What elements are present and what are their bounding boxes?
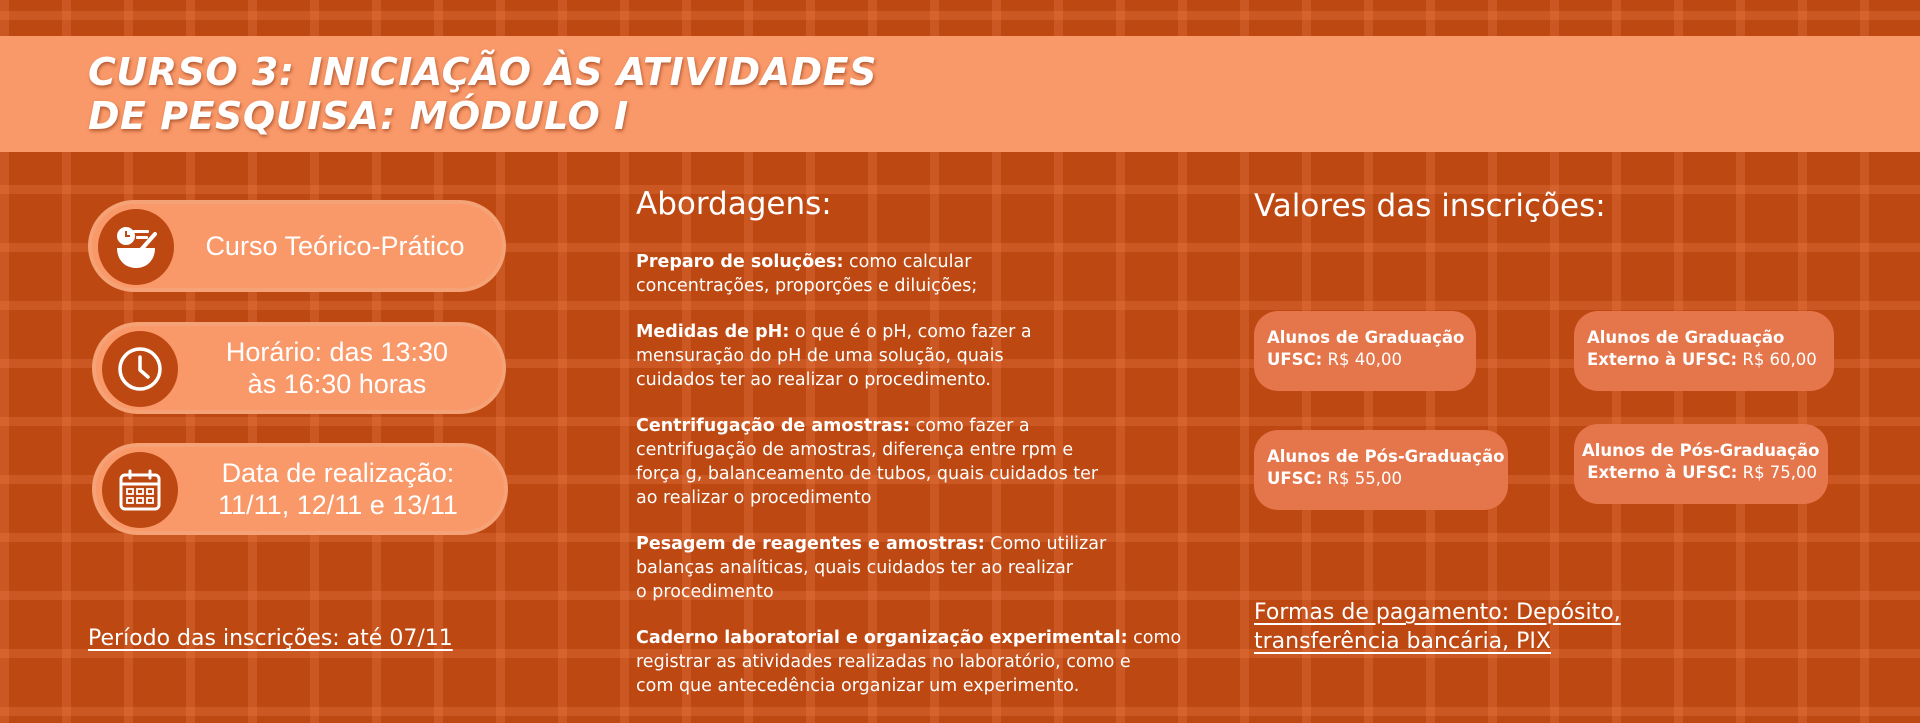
approach-text: Como utilizar [984, 534, 1107, 554]
approach-text: balanças analíticas, quais cuidados ter ao realizar [636, 558, 1073, 578]
approach-title: Pesagem de reagentes e amostras: [636, 534, 985, 554]
fee-category: Alunos de Pós-Graduação [1582, 441, 1820, 460]
date-line-1: Data de realização: [221, 458, 455, 488]
payment-line-2: transferência bancária, PIX [1254, 629, 1551, 654]
approach-title: Preparo de soluções: [636, 252, 844, 272]
approach-item [636, 532, 1176, 604]
fee-category: Alunos de Graduação [1587, 328, 1785, 347]
date-label [188, 447, 488, 531]
fee-price: R$ 55,00 [1322, 469, 1402, 488]
registration-period-link[interactable]: Período das inscrições: até 07/11 [88, 626, 453, 651]
approach-text: centrifugação de amostras, diferença entre rpm e [636, 440, 1074, 460]
approaches-heading: Abordagens: [636, 186, 832, 222]
approach-text: como calcular [843, 252, 972, 272]
approach-text: cuidados ter ao realizar o procedimento. [636, 370, 991, 390]
date-pill [92, 443, 508, 535]
fee-category: Alunos de Graduação [1267, 328, 1465, 347]
approach-item [636, 414, 1176, 510]
fees-heading: Valores das inscrições: [1254, 188, 1606, 224]
lab-mortar-icon [98, 209, 174, 285]
approach-text: como [1127, 628, 1182, 648]
approach-item [636, 626, 1196, 698]
page-title-line-2: DE PESQUISA: MÓDULO I [88, 94, 629, 138]
fee-price: R$ 60,00 [1737, 350, 1817, 369]
approach-text: como fazer a [910, 416, 1030, 436]
fee-category: Alunos de Pós-Graduação [1267, 447, 1505, 466]
course-type-pill [88, 200, 506, 292]
approach-text: o procedimento [636, 582, 774, 602]
schedule-line-2: às 16:30 horas [247, 369, 427, 399]
approach-text: o que é o pH, como fazer a [789, 322, 1032, 342]
page-title [88, 50, 988, 138]
approach-text: registrar as atividades realizadas no laboratório, como e [636, 652, 1131, 672]
approach-text: concentrações, proporções e diluições; [636, 276, 978, 296]
approach-item [636, 320, 1176, 392]
fee-box-undergrad-ufsc [1254, 311, 1476, 391]
approach-title: Caderno laboratorial e organização experimental: [636, 628, 1128, 648]
payment-line-1: Formas de pagamento: Depósito, [1254, 600, 1621, 625]
page-title-line-1: CURSO 3: INICIAÇÃO ÀS ATIVIDADES [88, 50, 877, 94]
schedule-line-1: Horário: das 13:30 [225, 337, 449, 367]
calendar-icon [102, 452, 178, 528]
fee-institution: Externo à UFSC: [1587, 463, 1738, 482]
date-line-2: 11/11, 12/11 e 13/11 [218, 490, 458, 520]
payment-methods-link[interactable] [1254, 598, 1734, 656]
fee-price: R$ 75,00 [1737, 463, 1818, 482]
course-type-label: Curso Teórico-Prático [205, 231, 465, 261]
approach-title: Medidas de pH: [636, 322, 790, 342]
approach-text: com que antecedência organizar um experimento. [636, 676, 1080, 696]
fee-price: R$ 40,00 [1322, 350, 1402, 369]
clock-icon [102, 331, 178, 407]
approach-text: mensuração do pH de uma solução, quais [636, 346, 1004, 366]
schedule-pill [92, 322, 506, 414]
fee-institution: UFSC: [1267, 350, 1323, 369]
approach-title: Centrifugação de amostras: [636, 416, 911, 436]
fee-institution: Externo à UFSC: [1587, 350, 1738, 369]
approach-text: força g, balanceamento de tubos, quais cuidados ter [636, 464, 1099, 484]
fee-box-postgrad-external [1574, 424, 1828, 504]
fee-institution: UFSC: [1267, 469, 1323, 488]
fee-box-postgrad-ufsc [1254, 430, 1508, 510]
fee-box-undergrad-external [1574, 311, 1834, 391]
approach-text: ao realizar o procedimento [636, 488, 872, 508]
schedule-label [188, 326, 486, 410]
approach-item [636, 250, 1176, 298]
